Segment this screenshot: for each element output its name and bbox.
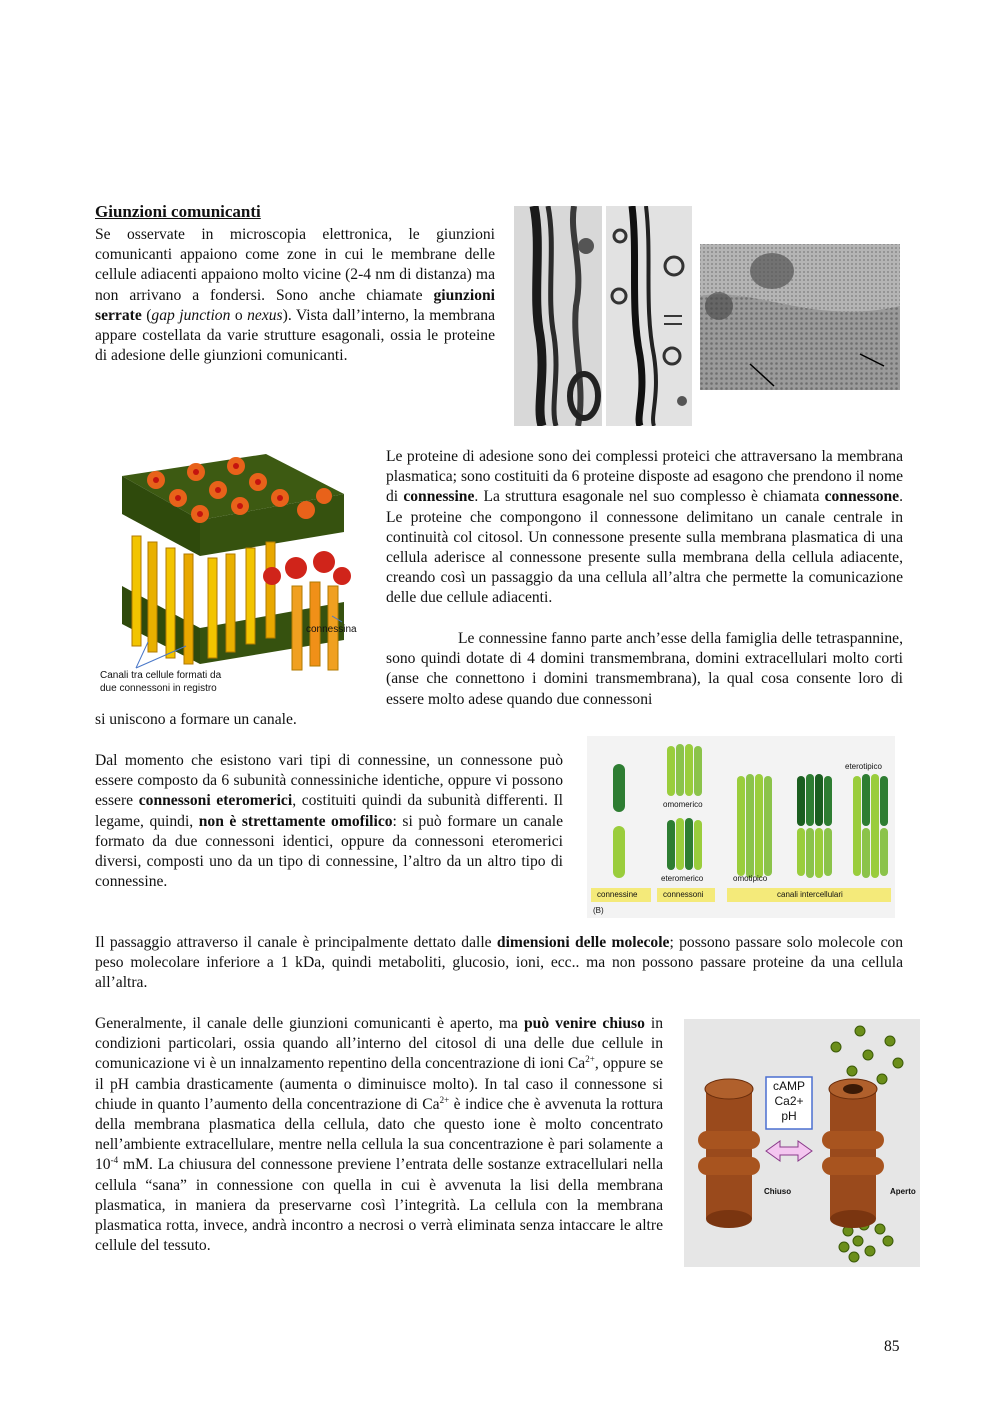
section-title: Giunzioni comunicanti [95, 202, 261, 221]
text-run: ( [141, 306, 152, 324]
text-run: ). Vista dall’interno, la membrana appare costellata da varie strutture esagonali, ossia le proteine di adesione delle giunzioni comunicanti. [95, 306, 496, 365]
superscript: -4 [110, 1155, 119, 1166]
text-run: in condizioni particolari, ossia quando all’interno del citosol di una delle due cellule in comunicazione vi è un innalzamento repentino della concentrazione di ioni Ca [95, 1015, 664, 1073]
text-run: , oppure se il pH cambia drasticamente (aumenta o diminuisce molto). In tal caso il connessone si chiude in quanto l’aumento della concentrazione di Ca [95, 1055, 663, 1113]
box-line-ca: Ca2+ [774, 1094, 804, 1108]
omomerico-connexon [667, 744, 702, 796]
text-run: Le proteine di adesione sono dei complessi proteici che attraversano la membrana plasmatica; sono costituiti da 6 proteine disposte ad esagono che prendono il nome di [386, 448, 903, 506]
superscript: 2+ [439, 1094, 450, 1105]
paragraph-intro [95, 225, 495, 366]
paragraph-connessine [386, 447, 903, 609]
omotipico-channel [737, 774, 772, 878]
text-run: mM. La chiusura del connessone previene l’entrata delle sostanze extracellulari nella cellula “sana” in connessione con quella in cui è avvenuta la lisi della membrana plasmatica, in maniera da preservarne così l’integrità. La cellula con la membrana plasmatica rotta, invece, andrà incontro a necrosi o verrà eliminata senza intaccare le altre cellule del tessuto. [95, 1156, 663, 1255]
bold-term: non è strettamente omofilico [198, 812, 393, 830]
channel-gating-image [684, 1019, 920, 1267]
box-line-ph: pH [781, 1109, 797, 1123]
eterotipico-channel [853, 774, 888, 878]
closed-channel [698, 1079, 760, 1228]
bold-term: giunzioni serrate [95, 286, 495, 324]
text-run: Dal momento che esistono vari tipi di connessine, un connessone può essere composto da 6 subunità connessiniche identiche, oppure vi possono essere [95, 752, 563, 810]
open-channel [822, 1079, 884, 1228]
text-run: . Le proteine che compongono il connessone delimitano un canale centrale in continuità col citosol. Un connessone presente sulla membrana plasmatica di una cellula aderisce al connessone presente sulla membrana della cellula adiacente, creando così un passaggio da una cellula all’altra che permette la comunicazione delle due cellule adiacenti. [386, 488, 904, 607]
eteromerico-channel [797, 774, 832, 878]
connexon-caption-line-2: due connessoni in registro [100, 683, 217, 694]
text-run: ; possono passare solo molecole con peso molecolare inferiore a 1 kDa, quindi metaboliti, glucosio, ioni, ecc.. ma non possono passare proteine da una cellula all’altra. [95, 934, 904, 992]
micrograph-image [514, 206, 900, 426]
text-run: Generalmente, il canale delle giunzioni comunicanti è aperto, ma [95, 1015, 524, 1032]
connexon-caption-line-1: Canali tra cellule formati da [100, 670, 222, 681]
bar-connessoni-label: connessoni [663, 890, 704, 899]
italic-term: gap junction [151, 306, 231, 324]
bold-term: connessone [824, 488, 900, 506]
bold-term: può venire chiuso [523, 1015, 645, 1032]
text-run: , costituiti quindi da subunità differenti. Il legame, quindi, [95, 792, 564, 830]
text-run: Le connessine fanno parte anch’esse della famiglia delle tetraspannine, sono quindi dotate di 4 domini transmembrana, domini extracellulari molto corti (anse che connettono i domini transmembrana), la qual cosa consente loro di essere molto adese quando due connessoni [386, 630, 903, 708]
bold-term: connessoni eteromerici [138, 792, 293, 810]
omotipico-label: omotipico [733, 874, 768, 883]
text-run: . La struttura esagonale nel suo complesso è chiamata [474, 488, 825, 506]
paragraph-eteromerici [95, 751, 563, 892]
superscript: 2+ [585, 1054, 595, 1065]
open-label: Aperto [890, 1187, 916, 1196]
connexon-types-figure [587, 736, 895, 918]
paragraph-tetraspannine [386, 629, 903, 710]
bold-term: connessine [403, 488, 475, 506]
bold-term: dimensioni delle molecole [496, 934, 670, 951]
connexon-model-figure [96, 436, 358, 698]
closed-label: Chiuso [764, 1187, 792, 1196]
bar-canali-label: canali intercellulari [777, 890, 843, 899]
eteromerico-label: eteromerico [661, 874, 704, 883]
italic-term: nexus [247, 306, 283, 324]
paragraph-dimensioni [95, 933, 903, 994]
text-run: o [230, 306, 248, 324]
bar-connessine-label: connessine [597, 890, 638, 899]
channel-gating-figure [684, 1019, 920, 1267]
paragraph-chiusura [95, 1014, 663, 1256]
page-number: 85 [884, 1338, 900, 1355]
text-run: è indice che è avvenuta la rottura della membrana plasmatica della cellula, dato che questo ione è molto concentrato nell’ambiente extracellulare, mentre nella cellula la sua concentrazione è pari solamente a 10 [95, 1095, 663, 1174]
connexon-model-image [96, 436, 358, 698]
electron-micrograph-figure [514, 206, 900, 426]
panel-letter: (B) [593, 906, 604, 915]
paragraph-tetraspannine-end: si uniscono a formare un canale. [95, 711, 297, 728]
eterotipico-label: eterotipico [845, 762, 882, 771]
connessina-label: connessina [306, 624, 357, 635]
text-run: : si può formare un canale formato da due connessoni identici, oppure da connessoni eteromerici diversi, composti uno da un tipo di connessine, l’altro da un altro tipo di connessine. [95, 812, 564, 891]
box-line-camp: cAMP [772, 1079, 805, 1093]
eteromerico-connexon [667, 818, 702, 870]
text-run: Il passaggio attraverso il canale è principalmente dettato dalle [95, 934, 497, 951]
text-run: Se osservate in microscopia elettronica, le giunzioni comunicanti appaiono come zone in cui le membrane delle cellule adiacenti appaiono molto vicine (2-4 nm di distanza) ma non arrivano a fondersi. Sono anche chiamate [95, 226, 495, 304]
omomerico-label: omomerico [663, 800, 703, 809]
